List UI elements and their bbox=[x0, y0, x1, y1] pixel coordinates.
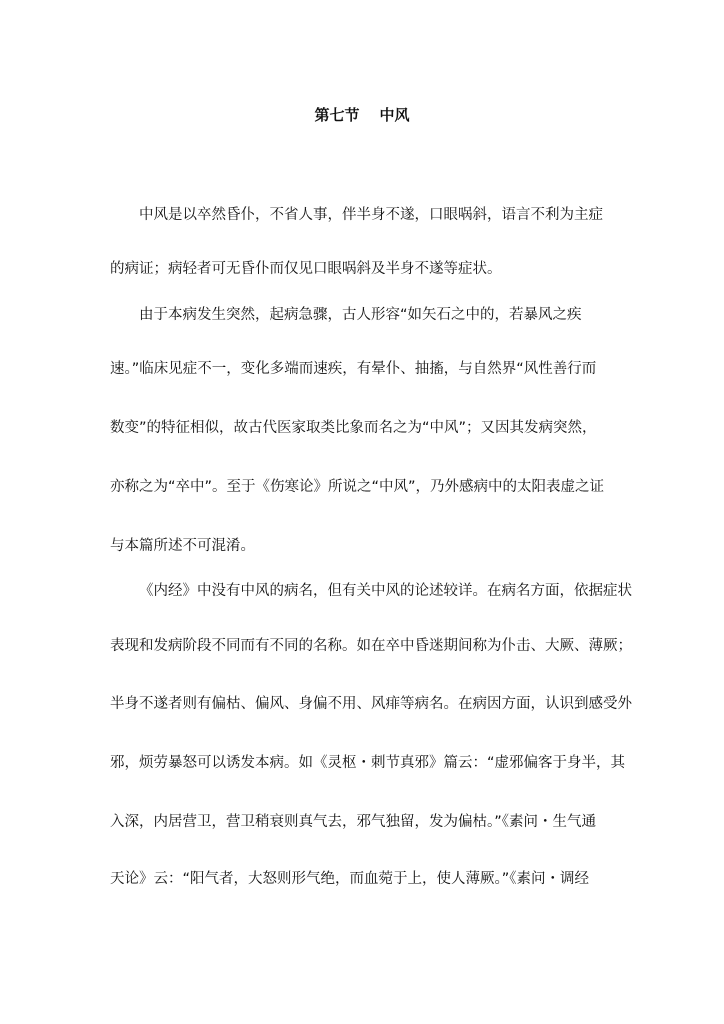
section-number: 第七节 bbox=[314, 106, 360, 124]
paragraph-line: 的病证；病轻者可无昏仆而仅见口眼㖞斜及半身不遂等症状。 bbox=[110, 261, 502, 277]
paragraph-line: 亦称之为“卒中”。至于《伤寒论》所说之“中风”，乃外感病中的太阳表虚之证 bbox=[110, 479, 605, 495]
paragraph-line: 天论》云：“阳气者，大怒则形气绝，而血菀于上，使人薄厥。”《素问・调经 bbox=[110, 871, 590, 887]
paragraph-line: 由于本病发生突然，起病急骤，古人形容“如矢石之中的，若暴风之疾 bbox=[139, 307, 582, 323]
paragraph-line: 速。”临床见症不一，变化多端而速疾，有晕仆、抽搐，与自然界“风性善行而 bbox=[110, 361, 597, 377]
paragraph-line: 《内经》中没有中风的病名，但有关中风的论述较详。在病名方面，依据症状 bbox=[139, 583, 632, 599]
paragraph-line: 入深，内居营卫，营卫稍衰则真气去，邪气独留，发为偏枯。”《素问・生气通 bbox=[110, 814, 597, 830]
section-heading: 中风 bbox=[379, 106, 410, 124]
paragraph-line: 与本篇所述不可混淆。 bbox=[110, 538, 255, 554]
paragraph-line: 表现和发病阶段不同而有不同的名称。如在卒中昏迷期间称为仆击、大厥、薄厥； bbox=[110, 638, 632, 654]
paragraph-line: 半身不遂者则有偏枯、偏风、身偏不用、风痱等病名。在病因方面，认识到感受外 bbox=[110, 696, 632, 712]
paragraph-line: 邪，烦劳暴怒可以诱发本病。如《灵枢・刺节真邪》篇云：“虚邪偏客于身半，其 bbox=[110, 755, 626, 771]
paragraph-line: 中风是以卒然昏仆，不省人事，伴半身不遂，口眼㖞斜，语言不利为主症 bbox=[139, 207, 603, 223]
section-title bbox=[0, 104, 724, 125]
paragraph-line: 数变”的特征相似，故古代医家取类比象而名之为“中风”；又因其发病突然， bbox=[110, 420, 597, 436]
